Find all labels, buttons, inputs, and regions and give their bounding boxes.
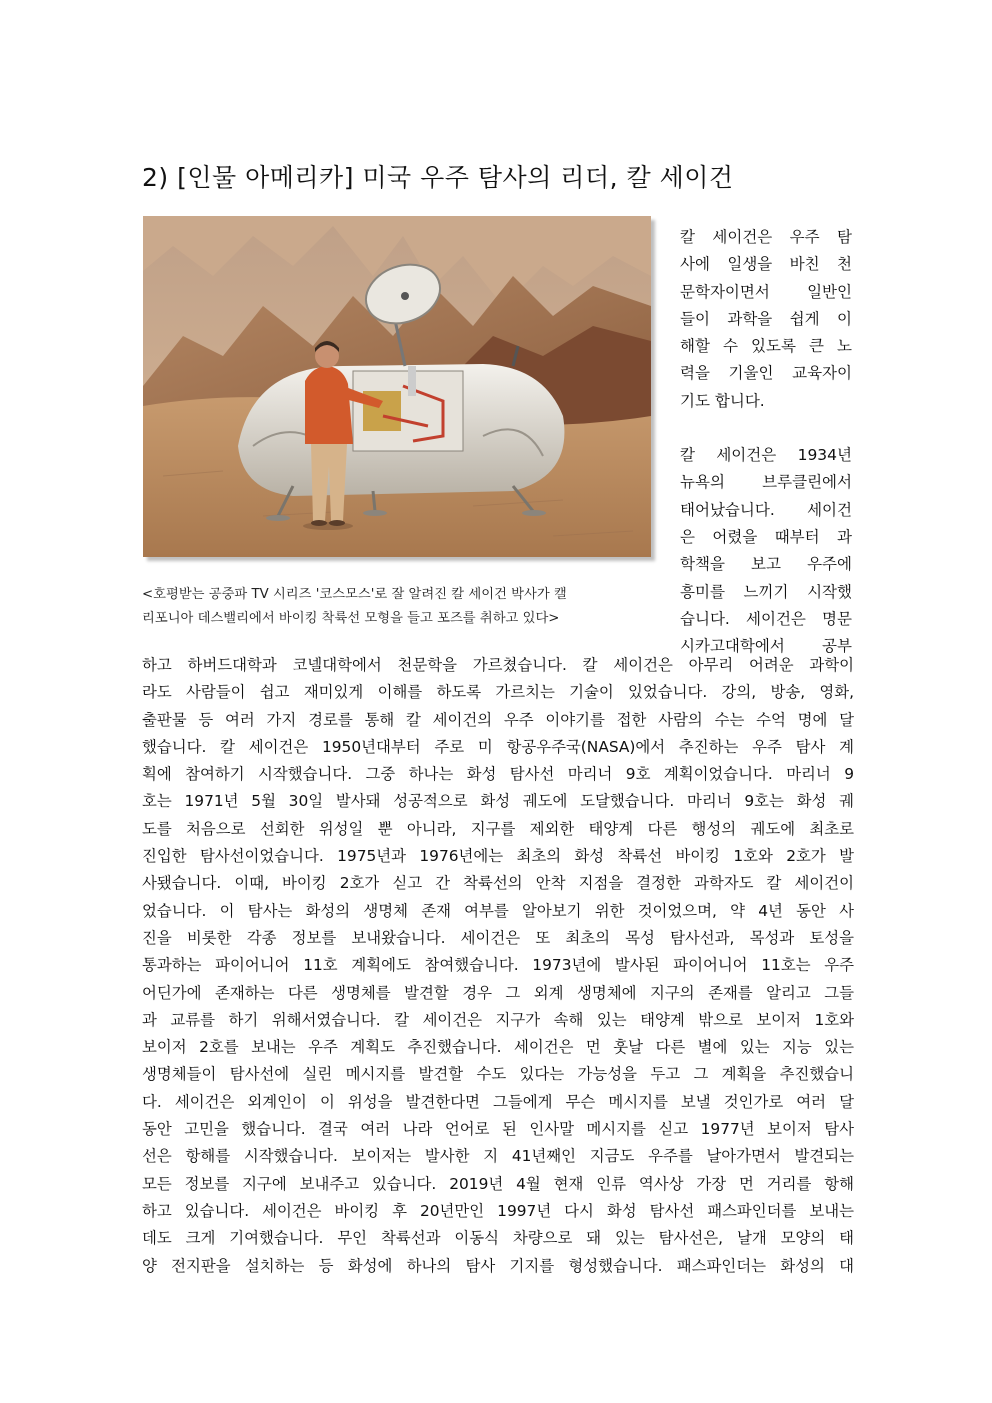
photo-illustration [143,216,651,557]
side-column [680,224,852,660]
body-line: 했습니다. 칼 세이건은 1950년대부터 주로 미 항공우주국(NASA)에서 추진하는 우주 탐사 계 [142,737,854,756]
side-line: 시카고대학에서 공부 [680,637,852,656]
page-title: 2) [인물 아메리카] 미국 우주 탐사의 리더, 칼 세이건 [142,163,734,192]
photo-sagan-viking-lander [143,216,651,557]
side-line: 문학자이면서 일반인 [680,282,852,301]
body-line: 생명체들이 탐사선에 실린 메시지를 발견할 수도 있다는 가능성을 두고 그 계획을 추진했습니 [142,1065,854,1084]
body-line: 어딘가에 존재하는 다른 생명체를 발견할 경우 그 외계 생명체에 지구의 존재를 알리고 그들 [142,983,854,1002]
body-line: 데도 크게 기여했습니다. 무인 착륙선과 이동식 차량으로 돼 있는 탐사선은, 날개 모양의 태 [142,1229,854,1248]
side-line: 력을 기울인 교육자이 [680,364,852,383]
body-line: 었습니다. 이 탐사는 화성의 생명체 존재 여부를 알아보기 위한 것이었으며, 약 4년 동안 사 [142,901,854,920]
body-line: 하고 하버드대학과 코넬대학에서 천문학을 가르쳤습니다. 칼 세이건은 아무리 어려운 과학이 [142,656,854,674]
caption-line: <호평받는 공중파 TV 시리즈 '코스모스'로 잘 알려진 칼 세이건 박사가 캘 [142,587,567,602]
caption-line: 리포니아 데스밸리에서 바이킹 착륙선 모형을 들고 포즈를 취하고 있다> [142,611,560,626]
side-line: 사에 일생을 바친 천 [680,255,852,274]
side-line: 칼 세이건은 1934년 [680,446,852,465]
body-line: 출판물 등 여러 가지 경로를 통해 칼 세이건의 우주 이야기를 접한 사람의 수는 수억 명에 달 [142,710,854,729]
side-line: 습니다. 세이건은 명문 [680,609,852,628]
body-line: 사됐습니다. 이때, 바이킹 2호가 싣고 간 착륙선의 안착 지점을 결정한 과학자도 칼 세이건이 [142,874,854,893]
side-line: 칼 세이건은 우주 탐 [680,228,852,246]
side-line: 기도 합니다. [680,391,765,410]
side-line: 들이 과학을 쉽게 이 [680,309,852,328]
body-line: 라도 사람들이 쉽고 재미있게 이해를 하도록 가르치는 기술이 있었습니다. 강의, 방송, 영화, [142,683,854,702]
side-line: 뉴욕의 브루클린에서 [680,473,852,492]
body-paragraph [142,652,854,1280]
side-line: 은 어렸을 때부터 과 [680,527,852,546]
photo-caption [142,583,654,631]
side-line: 태어났습니다. 세이건 [680,500,852,519]
body-line: 동안 고민을 했습니다. 결국 여러 나라 언어로 된 인사말 메시지를 싣고 1977년 보이저 탐사 [142,1120,854,1139]
body-line: 선은 항해를 시작했습니다. 보이저는 발사한 지 41년째인 지금도 우주를 날아가면서 발견되는 [142,1147,854,1166]
body-line: 진을 비롯한 각종 정보를 보내왔습니다. 세이건은 또 최초의 목성 탐사선과, 목성과 토성을 [142,928,854,947]
body-line: 진입한 탐사선이었습니다. 1975년과 1976년에는 최초의 화성 착륙선 바이킹 1호와 2호가 발 [142,847,854,866]
body-line: 하고 있습니다. 세이건은 바이킹 후 20년만인 1997년 다시 화성 탐사선 패스파인더를 보내는 [142,1201,854,1220]
body-line: 통과하는 파이어니어 11호 계획에도 참여했습니다. 1973년에 발사된 파이어니어 11호는 우주 [142,956,854,975]
side-line: 해할 수 있도록 큰 노 [680,337,852,356]
body-line: 획에 참여하기 시작했습니다. 그중 하나는 화성 탐사선 마리너 9호 계획이었습니다. 마리너 9 [142,765,854,784]
body-line: 양 전지판을 설치하는 등 화성에 하나의 탐사 기지를 형성했습니다. 패스파인더는 화성의 대 [142,1256,854,1275]
body-line: 과 교류를 하기 위해서였습니다. 칼 세이건은 지구가 속해 있는 태양계 밖으로 보이저 1호와 [142,1010,854,1029]
body-line: 도를 처음으로 선회한 위성일 뿐 아니라, 지구를 제외한 태양계 다른 행성의 궤도에 최초로 [142,819,854,838]
side-line: 학책을 보고 우주에 [680,555,852,574]
body-line: 호는 1971년 5월 30일 발사돼 성공적으로 화성 궤도에 도달했습니다. 마리너 9호는 화성 궤 [142,792,854,811]
body-line: 보이저 2호를 보내는 우주 계획도 추진했습니다. 세이건은 먼 훗날 다른 별에 있는 지능 있는 [142,1038,854,1057]
side-line: 흥미를 느끼기 시작했 [680,582,852,601]
body-line: 다. 세이건은 외계인이 이 위성을 발견한다면 그들에게 무슨 메시지를 보낼 것인가로 여러 달 [142,1092,854,1111]
body-line: 모든 정보를 지구에 보내주고 있습니다. 2019년 4월 현재 인류 역사상 가장 먼 거리를 항해 [142,1174,854,1193]
